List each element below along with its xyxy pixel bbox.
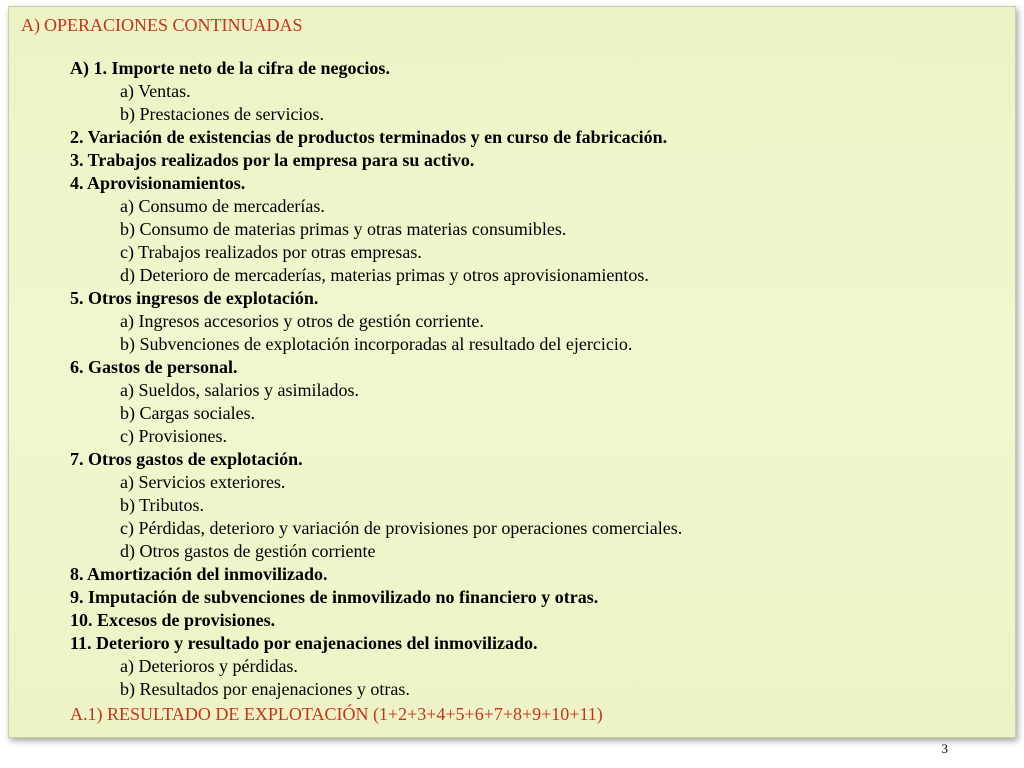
list-item: d) Otros gastos de gestión corriente — [120, 541, 376, 561]
slide-panel — [8, 6, 1016, 738]
list-item: c) Provisiones. — [120, 426, 227, 446]
list-item: a) Sueldos, salarios y asimilados. — [120, 380, 359, 400]
list-item: 9. Imputación de subvenciones de inmovilizado no financiero y otras. — [70, 587, 599, 607]
list-item: a) Ventas. — [120, 81, 191, 101]
list-item: 7. Otros gastos de explotación. — [70, 449, 303, 469]
income-statement-list — [70, 57, 1000, 726]
list-item: b) Tributos. — [120, 495, 205, 515]
list-item: a) Consumo de mercaderías. — [120, 196, 325, 216]
list-item: 4. Aprovisionamientos. — [70, 173, 246, 193]
list-item: d) Deterioro de mercaderías, materias primas y otros aprovisionamientos. — [120, 265, 649, 285]
list-item: c) Trabajos realizados por otras empresas. — [120, 242, 422, 262]
list-item: b) Subvenciones de explotación incorporadas al resultado del ejercicio. — [120, 334, 633, 354]
section-prefix: A) — [21, 15, 40, 35]
list-item: A) 1. Importe neto de la cifra de negocios. — [70, 58, 390, 78]
list-item: a) Servicios exteriores. — [120, 472, 286, 492]
list-item: a) Ingresos accesorios y otros de gestión corriente. — [120, 311, 484, 331]
list-item: b) Consumo de materias primas y otras materias consumibles. — [120, 219, 567, 239]
list-item: 8. Amortización del inmovilizado. — [70, 564, 328, 584]
page-number: 3 — [941, 741, 948, 756]
list-item: c) Pérdidas, deterioro y variación de provisiones por operaciones comerciales. — [120, 518, 683, 538]
list-item: 2. Variación de existencias de productos terminados y en curso de fabricación. — [70, 127, 668, 147]
list-item: 6. Gastos de personal. — [70, 357, 238, 377]
list-item: 5. Otros ingresos de explotación. — [70, 288, 319, 308]
list-item: 10. Excesos de provisiones. — [70, 610, 276, 630]
list-item: b) Cargas sociales. — [120, 403, 256, 423]
section-title: OPERACIONES CONTINUADAS — [44, 15, 303, 35]
section-heading — [21, 13, 303, 37]
result-line: A.1) RESULTADO DE EXPLOTACIÓN (1+2+3+4+5+6+7+8+9+10+11) — [70, 704, 603, 724]
list-item: b) Resultados por enajenaciones y otras. — [120, 679, 410, 699]
list-item: a) Deterioros y pérdidas. — [120, 656, 298, 676]
list-item: 3. Trabajos realizados por la empresa para su activo. — [70, 150, 475, 170]
list-item: b) Prestaciones de servicios. — [120, 104, 324, 124]
list-item: 11. Deterioro y resultado por enajenaciones del inmovilizado. — [70, 633, 538, 653]
